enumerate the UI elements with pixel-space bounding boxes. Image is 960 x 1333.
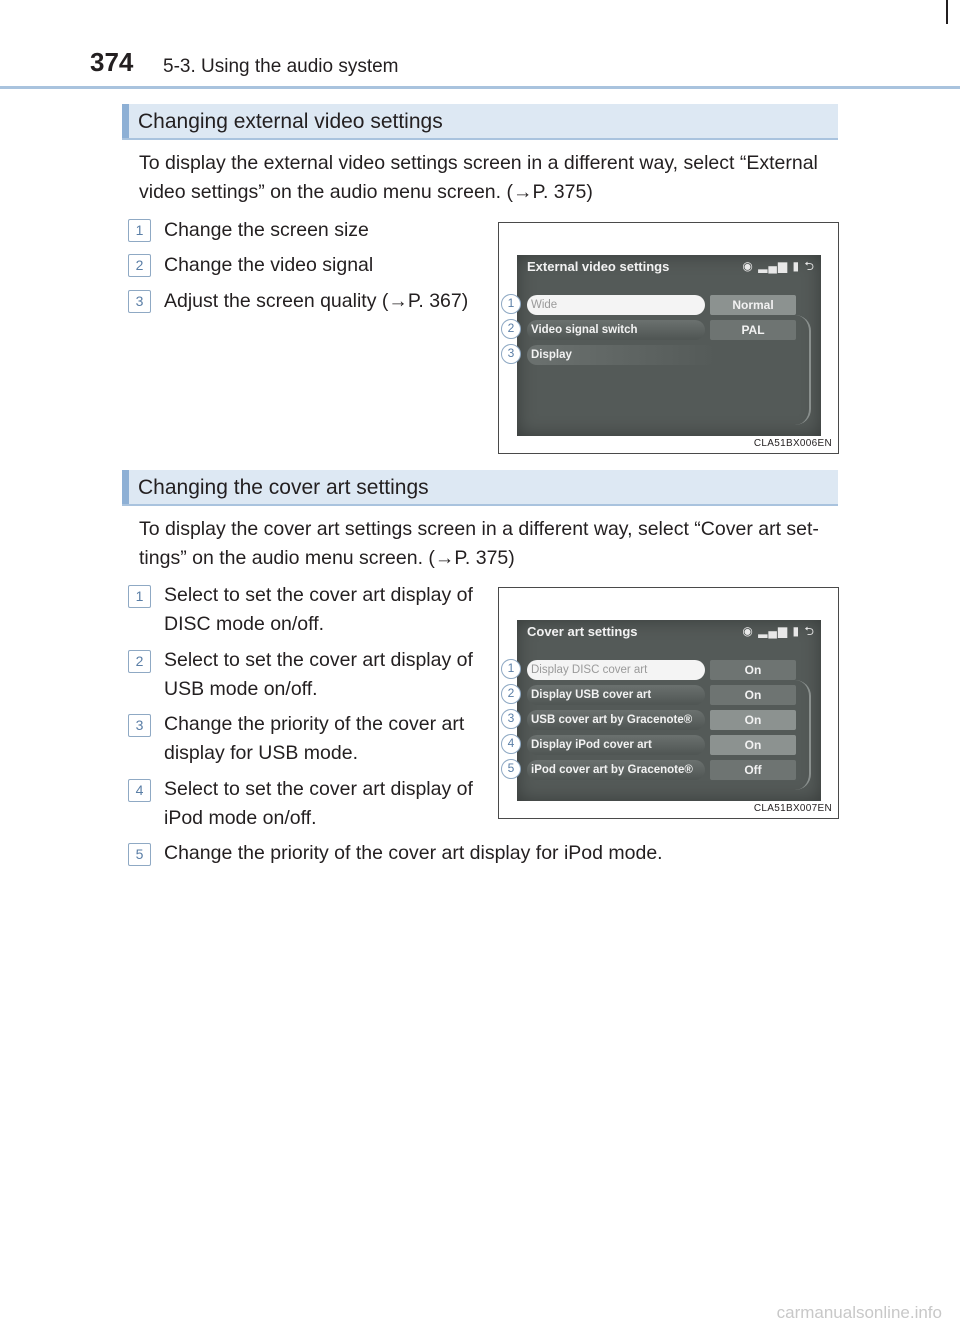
screen-row-value: On [710,685,796,705]
callout-badge: 2 [501,684,521,704]
screen-row-disc-cover-art: Display DISC cover art [527,660,705,680]
screen-row-value: On [710,710,796,730]
screen-row-value: Off [710,760,796,780]
intro-line: tings” on the audio menu screen. (→P. 375) [139,547,515,569]
header-rule [0,86,960,89]
step-text: Change the video signal [164,254,374,276]
step-line: Select to set the cover art display of [164,649,473,671]
crop-mark [946,0,948,24]
figure-code: CLA51BX007EN [753,803,832,814]
intro-line: To display the external video settings screen in a different way, select “External [139,152,818,174]
intro-line: video settings” on the audio menu screen. (→P. 375) [139,181,593,203]
page-header [0,0,960,90]
scrollbar-arc [795,680,811,790]
display-screen [517,620,821,801]
screen-row-video-signal: Video signal switch [527,320,705,340]
section-intro [139,515,839,573]
section-title: Changing external video settings [138,110,443,133]
screen-row-usb-gracenote: USB cover art by Gracenote® [527,710,705,730]
callout-badge: 5 [501,759,521,779]
step-text [164,581,482,639]
chapter-title: 5-3. Using the audio system [163,56,399,77]
step-line: Change the priority of the cover art [164,713,465,735]
callout-badge: 3 [501,344,521,364]
step-number-badge: 1 [128,219,151,242]
screen-row-value: On [710,735,796,755]
screen-row-wide: Wide [527,295,705,315]
figure-code: CLA51BX006EN [753,438,832,449]
figure-cover-art-screen [498,587,839,819]
step-line: USB mode on/off. [164,678,318,700]
step-number-badge: 1 [128,585,151,608]
intro-line: To display the cover art settings screen in a different way, select “Cover art set- [139,518,819,540]
section-title: Changing the cover art settings [138,476,429,499]
status-icons: ◉ ▂▄▆ ▮ ⮌ [742,259,815,273]
step-number-badge: 3 [128,714,151,737]
step-number-badge: 2 [128,254,151,277]
display-screen [517,255,821,436]
callout-badge: 1 [501,294,521,314]
screen-row-value: Normal [710,295,796,315]
callout-badge: 3 [501,709,521,729]
screen-row-display: Display [527,345,717,365]
step-line: Select to set the cover art display of [164,778,473,800]
step-line: display for USB mode. [164,742,359,764]
step-text: Adjust the screen quality (→P. 367) [164,290,469,312]
screen-row-usb-cover-art: Display USB cover art [527,685,705,705]
step-text: Change the priority of the cover art display for iPod mode. [164,842,663,864]
figure-external-video-screen [498,222,839,454]
callout-badge: 4 [501,734,521,754]
screen-row-value: PAL [710,320,796,340]
screen-title: External video settings [527,259,670,274]
step-text [164,775,482,833]
watermark: carmanualsonline.info [776,1303,942,1322]
scrollbar-arc [795,315,811,425]
screen-title: Cover art settings [527,624,638,639]
step-text: Change the screen size [164,219,369,241]
step-number-badge: 2 [128,650,151,673]
step-line: DISC mode on/off. [164,613,325,635]
screen-row-ipod-cover-art: Display iPod cover art [527,735,705,755]
step-line: Select to set the cover art display of [164,584,473,606]
step-number-badge: 4 [128,779,151,802]
section-heading-external-video [122,104,838,140]
screen-row-ipod-gracenote: iPod cover art by Gracenote® [527,760,705,780]
section-heading-cover-art [122,470,838,506]
screen-row-value: On [710,660,796,680]
callout-badge: 1 [501,659,521,679]
step-number-badge: 5 [128,843,151,866]
callout-badge: 2 [501,319,521,339]
step-text [164,710,482,768]
heading-accent-bar [122,104,129,138]
step-number-badge: 3 [128,290,151,313]
heading-accent-bar [122,470,129,504]
step-line: iPod mode on/off. [164,807,317,829]
status-icons: ◉ ▂▄▆ ▮ ⮌ [742,624,815,638]
page-number: 374 [90,47,134,77]
section-intro [139,149,839,207]
step-text [164,646,482,704]
